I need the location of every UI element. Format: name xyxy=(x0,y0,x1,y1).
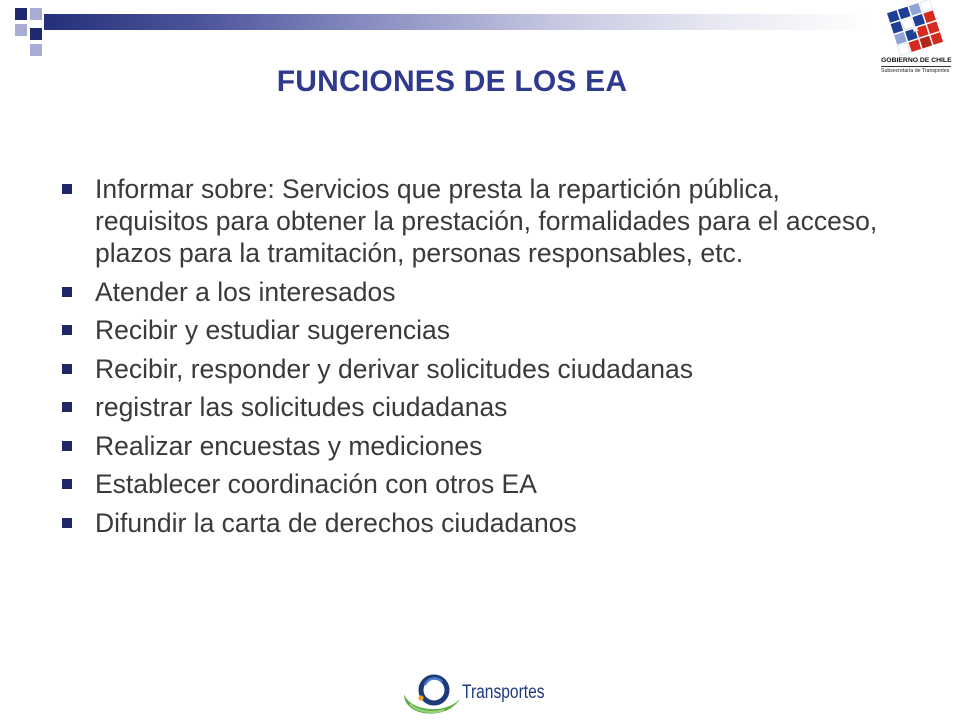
bullet-item xyxy=(60,468,920,500)
bullet-text: Atender a los interesados xyxy=(95,276,396,307)
transportes-swirl-icon xyxy=(398,668,462,718)
bullet-text: Recibir, responder y derivar solicitudes ciudadanas xyxy=(95,353,694,384)
bullet-item xyxy=(60,430,920,462)
bullet-item xyxy=(60,276,920,308)
decor-square-light xyxy=(30,8,42,20)
square-bullet-icon xyxy=(62,184,72,194)
bullet-text: Informar sobre: Servicios que presta la repartición pública, requisitos para obtener la prestación, formalidades para el acceso, plazos para la tramitación, personas responsables, etc. xyxy=(95,174,878,268)
square-bullet-icon xyxy=(62,402,72,412)
gobierno-de-chile-mosaic-icon xyxy=(886,0,946,56)
decor-square-light xyxy=(30,44,42,56)
slide-title: FUNCIONES DE LOS EA xyxy=(276,65,628,98)
gobierno-logo-subtitle: Subsecretaría de Transportes xyxy=(881,68,950,74)
bullet-list xyxy=(60,173,920,545)
square-bullet-icon xyxy=(62,364,72,374)
square-bullet-icon xyxy=(62,518,72,528)
bullet-text: Recibir y estudiar sugerencias xyxy=(95,315,450,345)
square-bullet-icon xyxy=(62,287,72,297)
bullet-item xyxy=(60,507,920,539)
square-bullet-icon xyxy=(62,441,72,451)
transportes-logo-text: Transportes xyxy=(462,682,545,703)
bullet-item xyxy=(60,353,920,385)
bullet-item xyxy=(60,314,920,346)
decor-square-light xyxy=(15,24,27,36)
decor-square-navy xyxy=(30,28,42,40)
bullet-item xyxy=(60,173,920,269)
bullet-text: registrar las solicitudes ciudadanas xyxy=(95,392,508,422)
decor-square-navy xyxy=(15,8,27,20)
square-bullet-icon xyxy=(62,479,72,489)
bullet-text: Difundir la carta de derechos ciudadanos xyxy=(95,507,577,538)
bullet-text: Realizar encuestas y mediciones xyxy=(95,430,483,461)
bullet-text: Establecer coordinación con otros EA xyxy=(95,469,537,499)
bullet-item xyxy=(60,391,920,423)
square-bullet-icon xyxy=(62,325,72,335)
transportes-logo xyxy=(398,668,558,718)
gobierno-logo-title: GOBIERNO DE CHILE xyxy=(881,57,952,64)
header-gradient-bar xyxy=(44,14,872,30)
